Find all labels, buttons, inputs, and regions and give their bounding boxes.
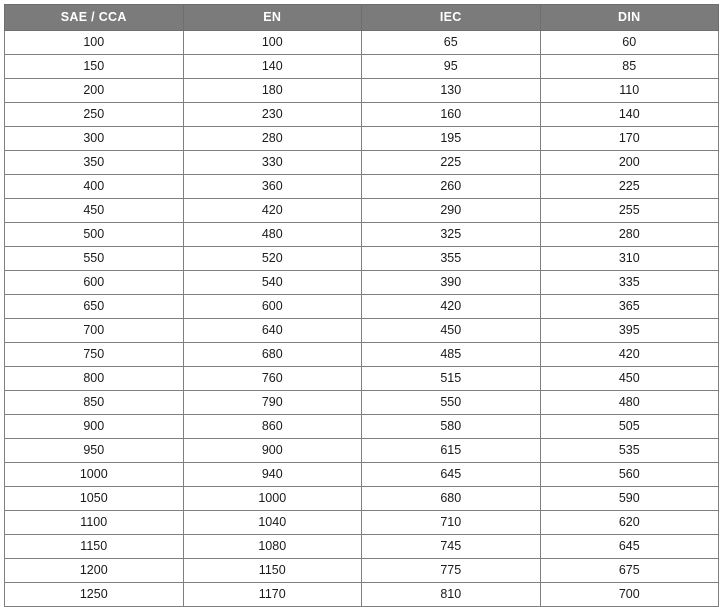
table-cell: 540: [183, 271, 362, 295]
table-cell: 355: [362, 247, 541, 271]
table-cell: 1080: [183, 535, 362, 559]
table-cell: 860: [183, 415, 362, 439]
table-row: [5, 199, 719, 223]
table-cell: 290: [362, 199, 541, 223]
table-row: [5, 391, 719, 415]
table-row: [5, 247, 719, 271]
table-cell: 1170: [183, 583, 362, 607]
table-row: [5, 415, 719, 439]
table-row: [5, 343, 719, 367]
table-row: [5, 295, 719, 319]
table-cell: 225: [540, 175, 719, 199]
table-cell: 420: [183, 199, 362, 223]
table-cell: 250: [5, 103, 184, 127]
table-cell: 480: [540, 391, 719, 415]
table-cell: 255: [540, 199, 719, 223]
table-cell: 700: [5, 319, 184, 343]
table-cell: 360: [183, 175, 362, 199]
table-cell: 710: [362, 511, 541, 535]
table-cell: 140: [540, 103, 719, 127]
table-body: [5, 31, 719, 607]
table-row: [5, 31, 719, 55]
table-cell: 1150: [183, 559, 362, 583]
table-cell: 950: [5, 439, 184, 463]
table-cell: 580: [362, 415, 541, 439]
table-cell: 95: [362, 55, 541, 79]
table-cell: 180: [183, 79, 362, 103]
table-cell: 620: [540, 511, 719, 535]
table-cell: 420: [540, 343, 719, 367]
table-cell: 680: [183, 343, 362, 367]
column-header-sae-cca: SAE / CCA: [5, 5, 184, 31]
table-cell: 450: [540, 367, 719, 391]
table-cell: 560: [540, 463, 719, 487]
table-cell: 810: [362, 583, 541, 607]
table-cell: 900: [183, 439, 362, 463]
table-row: [5, 175, 719, 199]
table-cell: 745: [362, 535, 541, 559]
table-cell: 450: [362, 319, 541, 343]
table-cell: 335: [540, 271, 719, 295]
table-cell: 480: [183, 223, 362, 247]
table-cell: 300: [5, 127, 184, 151]
table-cell: 65: [362, 31, 541, 55]
table-cell: 325: [362, 223, 541, 247]
column-header-en: EN: [183, 5, 362, 31]
table-row: [5, 79, 719, 103]
table-row: [5, 463, 719, 487]
table-cell: 1040: [183, 511, 362, 535]
table-row: [5, 223, 719, 247]
table-cell: 500: [5, 223, 184, 247]
table-cell: 420: [362, 295, 541, 319]
table-cell: 365: [540, 295, 719, 319]
table-cell: 130: [362, 79, 541, 103]
column-header-iec: IEC: [362, 5, 541, 31]
table-row: [5, 559, 719, 583]
table-cell: 1100: [5, 511, 184, 535]
table-cell: 505: [540, 415, 719, 439]
table-cell: 350: [5, 151, 184, 175]
table-cell: 600: [5, 271, 184, 295]
table-row: [5, 55, 719, 79]
table-cell: 1000: [183, 487, 362, 511]
table-row: [5, 367, 719, 391]
table-cell: 700: [540, 583, 719, 607]
table-cell: 195: [362, 127, 541, 151]
table-cell: 200: [540, 151, 719, 175]
table-cell: 775: [362, 559, 541, 583]
table-row: [5, 319, 719, 343]
table-cell: 940: [183, 463, 362, 487]
table-row: [5, 127, 719, 151]
table-cell: 615: [362, 439, 541, 463]
table-cell: 140: [183, 55, 362, 79]
table-cell: 680: [362, 487, 541, 511]
table-cell: 100: [5, 31, 184, 55]
table-cell: 60: [540, 31, 719, 55]
table-cell: 85: [540, 55, 719, 79]
table-row: [5, 439, 719, 463]
table-cell: 485: [362, 343, 541, 367]
table-cell: 640: [183, 319, 362, 343]
table-row: [5, 151, 719, 175]
table-cell: 150: [5, 55, 184, 79]
table-cell: 160: [362, 103, 541, 127]
cca-conversion-table: [4, 4, 719, 607]
table-cell: 675: [540, 559, 719, 583]
table-cell: 650: [5, 295, 184, 319]
column-header-din: DIN: [540, 5, 719, 31]
table-cell: 1250: [5, 583, 184, 607]
table-cell: 1050: [5, 487, 184, 511]
table-cell: 260: [362, 175, 541, 199]
table-header: [5, 5, 719, 31]
table-cell: 280: [183, 127, 362, 151]
table-row: [5, 535, 719, 559]
table-row: [5, 487, 719, 511]
table-cell: 450: [5, 199, 184, 223]
table-cell: 100: [183, 31, 362, 55]
table-cell: 590: [540, 487, 719, 511]
table-cell: 390: [362, 271, 541, 295]
table-cell: 1200: [5, 559, 184, 583]
table-cell: 535: [540, 439, 719, 463]
table-cell: 330: [183, 151, 362, 175]
table-cell: 395: [540, 319, 719, 343]
table-row: [5, 271, 719, 295]
table-cell: 225: [362, 151, 541, 175]
table-cell: 1000: [5, 463, 184, 487]
table-cell: 1150: [5, 535, 184, 559]
table-cell: 400: [5, 175, 184, 199]
table-cell: 550: [362, 391, 541, 415]
table-cell: 800: [5, 367, 184, 391]
table-cell: 645: [362, 463, 541, 487]
table-cell: 645: [540, 535, 719, 559]
table-cell: 310: [540, 247, 719, 271]
table-cell: 515: [362, 367, 541, 391]
table-cell: 280: [540, 223, 719, 247]
table-cell: 550: [5, 247, 184, 271]
table-cell: 200: [5, 79, 184, 103]
table-cell: 790: [183, 391, 362, 415]
table-cell: 520: [183, 247, 362, 271]
table-header-row: [5, 5, 719, 31]
table-cell: 900: [5, 415, 184, 439]
table-row: [5, 103, 719, 127]
table-row: [5, 583, 719, 607]
table-cell: 850: [5, 391, 184, 415]
table-cell: 230: [183, 103, 362, 127]
table-cell: 170: [540, 127, 719, 151]
table-row: [5, 511, 719, 535]
table-cell: 110: [540, 79, 719, 103]
table-cell: 750: [5, 343, 184, 367]
table-cell: 760: [183, 367, 362, 391]
table-cell: 600: [183, 295, 362, 319]
